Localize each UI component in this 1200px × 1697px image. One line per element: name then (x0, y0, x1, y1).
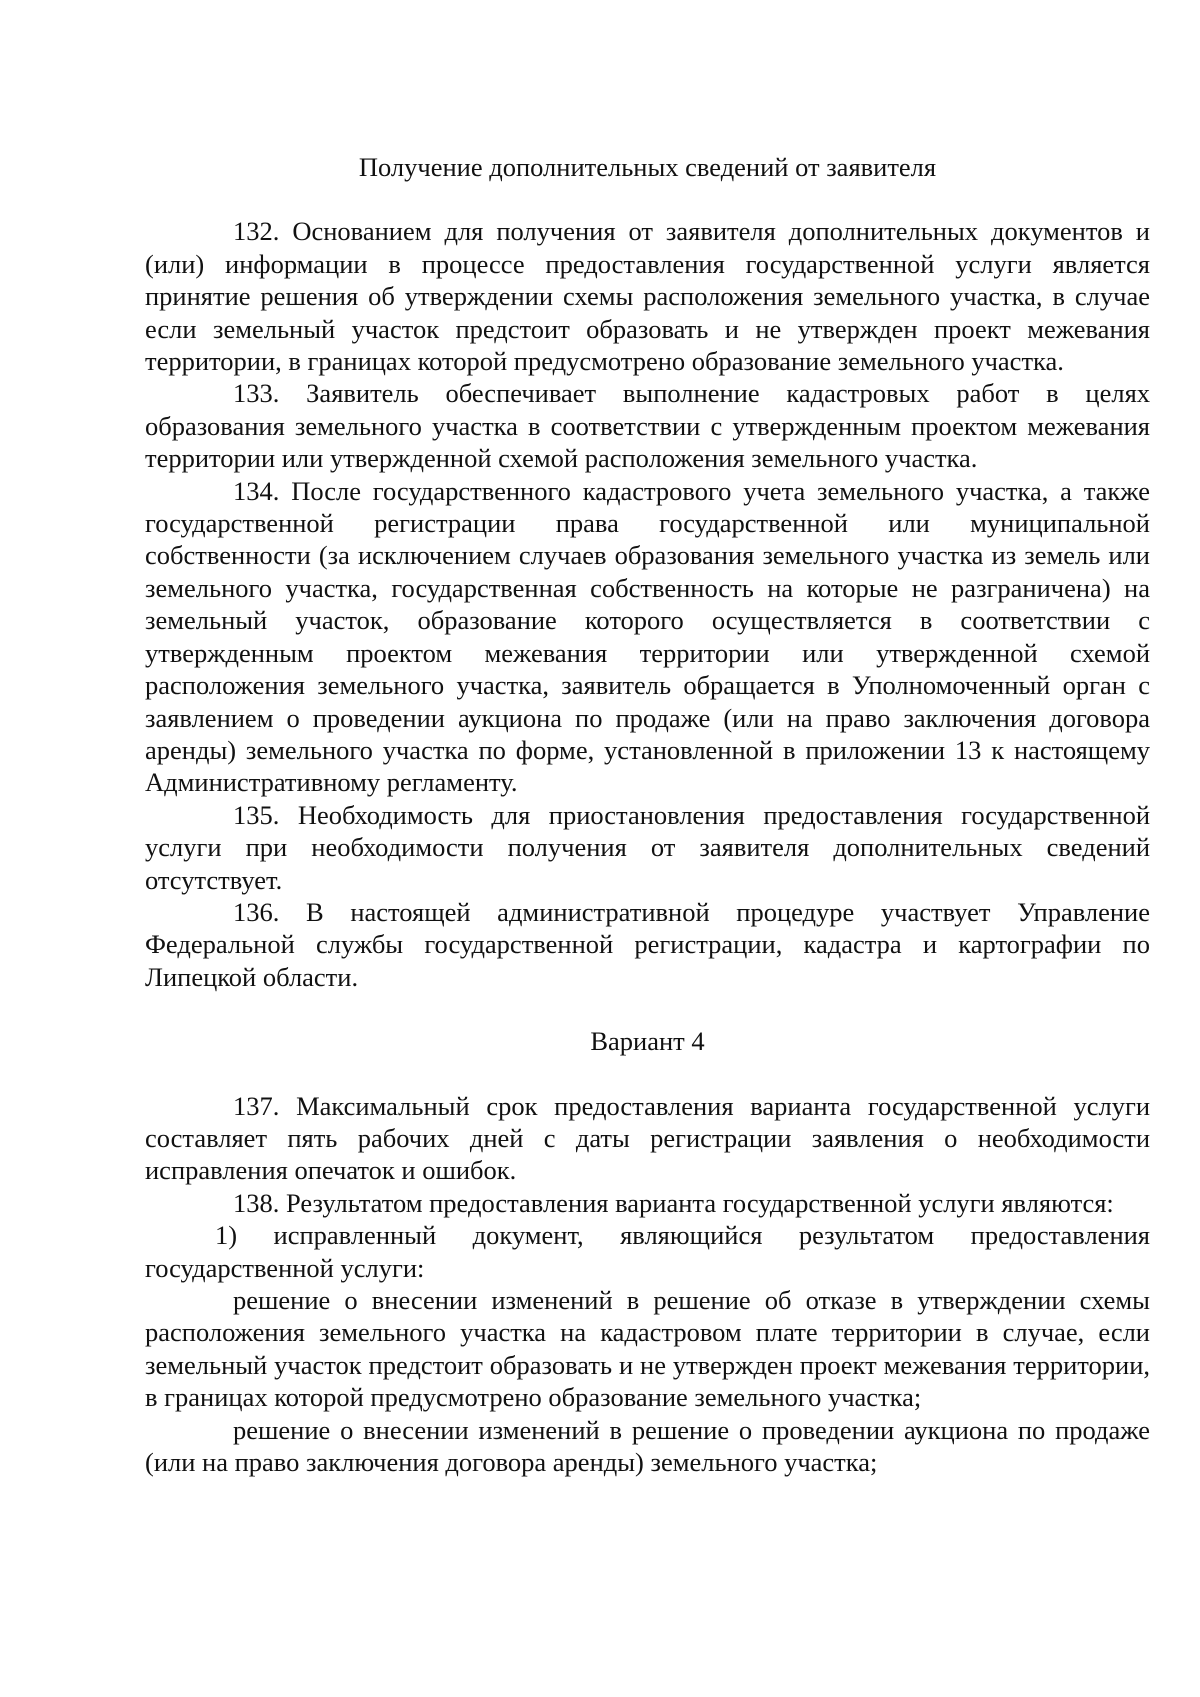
paragraph-133 (145, 377, 1150, 474)
variant-title: Вариант 4 (590, 1026, 705, 1057)
sub-item-2: решение о внесении изменений в решение о проведении аукциона по продаже (или на право заключения договора аренды) земельного участка; (145, 1414, 1150, 1478)
paragraph-number: 136. (233, 896, 280, 927)
paragraph-138 (145, 1187, 1150, 1219)
paragraph-text: Необходимость для приостановления предоставления государственной услуги при необходимости получения от заявителя дополнительных сведений отсутствует. (145, 799, 1151, 895)
paragraph-136 (145, 896, 1150, 993)
paragraph-132 (145, 215, 1150, 377)
paragraph-number: 132. (233, 216, 280, 247)
sub-item-1: решение о внесении изменений в решение об отказе в утверждении схемы расположения земельного участка на кадастровом плате территории в случае, если земельный участок предстоит образовать и не утвержден проект межевания территории, в границах которой предусмотрено образование земельного участка; (145, 1285, 1150, 1413)
paragraph-number: 135. (233, 799, 280, 830)
list-item-text: исправленный документ, являющийся результатом предоставления государственной услуги: (145, 1220, 1150, 1283)
paragraph-number: 137. (233, 1090, 280, 1121)
paragraph-text: Максимальный срок предоставления варианта государственной услуги составляет пять рабочих дней с даты регистрации заявления о необходимости исправления опечаток и ошибок. (145, 1090, 1150, 1186)
paragraph-number: 134. (233, 475, 280, 506)
paragraph-135 (145, 799, 1150, 896)
paragraph-text: После государственного кадастрового учета земельного участка, а также государственной регистрации права государственной или муниципальной собственности (за исключением случаев образования земельного участка из земель или земельного участка, государственная собственность на которые не разграничена) на земельный участок, образование которого осуществляется в соответствии с утвержденным проектом межевания территории или утвержденной схемой расположения земельного участка, заявитель обращается в Уполномоченный орган с заявлением о проведении аукциона по продаже (или на право заключения договора аренды) земельного участка по форме, установленной в приложении 13 к настоящему Административному регламенту. (145, 475, 1150, 798)
paragraph-text: В настоящей административной процедуре участвует Управление Федеральной службы государственной регистрации, кадастра и картографии по Липецкой области. (145, 896, 1150, 992)
section-title: Получение дополнительных сведений от заявителя (358, 152, 937, 182)
list-marker: 1) (215, 1220, 238, 1251)
paragraph-number: 133. (233, 378, 280, 409)
paragraph-number: 138. (233, 1187, 280, 1218)
paragraph-text: Заявитель обеспечивает выполнение кадастровых работ в целях образования земельного участка в соответствии с утвержденным проектом межевания территории или утвержденной схемой расположения земельного участка. (145, 378, 1151, 474)
list-item-1 (145, 1219, 1150, 1284)
paragraph-text: Основанием для получения от заявителя дополнительных документов и (или) информации в процессе предоставления государственной услуги является принятие решения об утверждении схемы расположения земельного участка, в случае если земельный участок предстоит образовать и не утвержден проект межевания территории, в границах которой предусмотрено образование земельного участка. (145, 216, 1150, 377)
paragraph-137 (145, 1090, 1150, 1187)
paragraph-134 (145, 475, 1150, 799)
paragraph-text: Результатом предоставления варианта государственной услуги являются: (286, 1187, 1114, 1218)
document-body (145, 151, 1150, 1478)
